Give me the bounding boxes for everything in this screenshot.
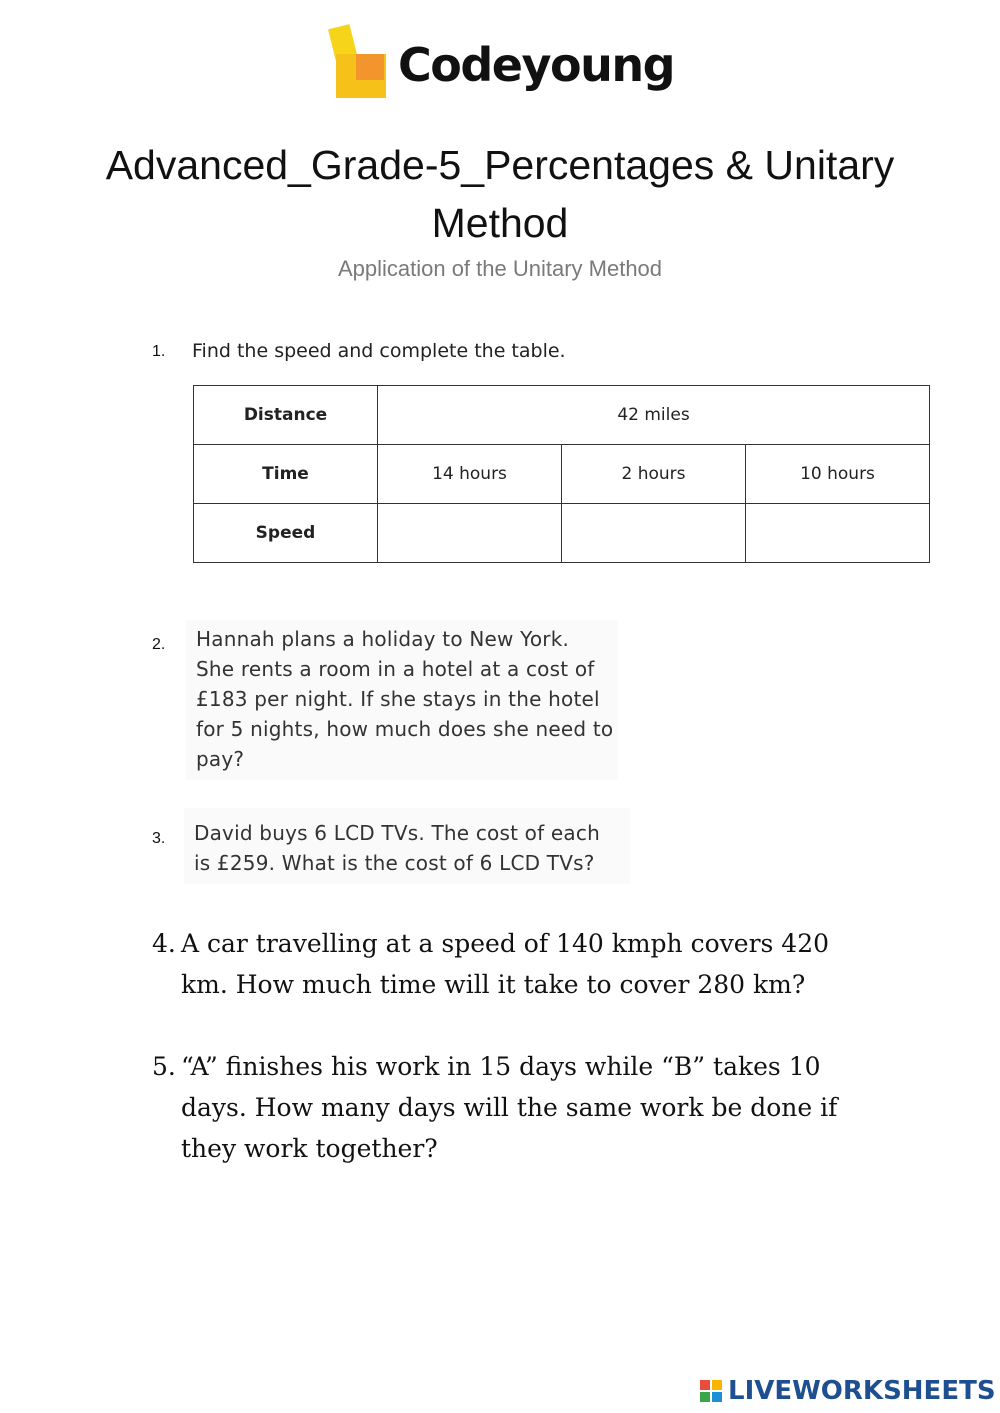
speed-answer-3[interactable]: [746, 504, 930, 563]
codeyoung-logo-mark-icon: [330, 24, 386, 100]
liveworksheets-text: LIVEWORKSHEETS: [728, 1376, 996, 1406]
question-2-line: for 5 nights, how much does she need to: [196, 717, 614, 741]
question-3-image: [184, 808, 630, 884]
time-cell-2: 2 hours: [562, 445, 746, 504]
question-3-line: David buys 6 LCD TVs. The cost of each: [194, 821, 600, 845]
time-label: Time: [194, 445, 378, 504]
brand-name: Codeyoung: [398, 38, 674, 92]
liveworksheets-logo-icon: [700, 1380, 724, 1404]
question-4-number: 4.: [152, 929, 176, 958]
question-1-text: Find the speed and complete the table.: [192, 340, 566, 362]
question-5-line: they work together?: [181, 1134, 438, 1163]
question-2-image: [186, 620, 618, 780]
table-row-distance: [194, 386, 930, 445]
question-1-number: 1.: [152, 343, 166, 360]
question-4-line: km. How much time will it take to cover 280 km?: [181, 970, 806, 999]
speed-answer-2[interactable]: [562, 504, 746, 563]
liveworksheets-watermark: [700, 1376, 996, 1406]
question-3-number: 3.: [152, 830, 166, 847]
question-2-line: £183 per night. If she stays in the hotel: [196, 687, 600, 711]
page-subtitle: Application of the Unitary Method: [337, 256, 663, 281]
page-title: Advanced_Grade-5_Percentages & Unitary Method: [105, 142, 895, 246]
time-cell-1: 14 hours: [378, 445, 562, 504]
speed-label: Speed: [194, 504, 378, 563]
question-4-text: [181, 923, 829, 1005]
question-3-line: is £259. What is the cost of 6 LCD TVs?: [194, 851, 595, 875]
speed-table: [193, 385, 930, 563]
question-2-line: pay?: [196, 747, 245, 771]
question-5-line: days. How many days will the same work be done if: [181, 1093, 838, 1122]
question-2-line: Hannah plans a holiday to New York.: [196, 627, 570, 651]
question-5-number: 5.: [152, 1052, 176, 1081]
codeyoung-logo: [330, 24, 675, 108]
question-4-line: A car travelling at a speed of 140 kmph covers 420: [181, 929, 830, 958]
question-5-line: “A” finishes his work in 15 days while “B” takes 10: [181, 1052, 821, 1081]
distance-value: 42 miles: [378, 386, 930, 445]
speed-answer-1[interactable]: [378, 504, 562, 563]
table-row-speed: [194, 504, 930, 563]
question-2-line: She rents a room in a hotel at a cost of: [196, 657, 595, 681]
table-row-time: [194, 445, 930, 504]
distance-label: Distance: [194, 386, 378, 445]
question-2-number: 2.: [152, 636, 166, 653]
question-5-text: [181, 1046, 837, 1169]
time-cell-3: 10 hours: [746, 445, 930, 504]
